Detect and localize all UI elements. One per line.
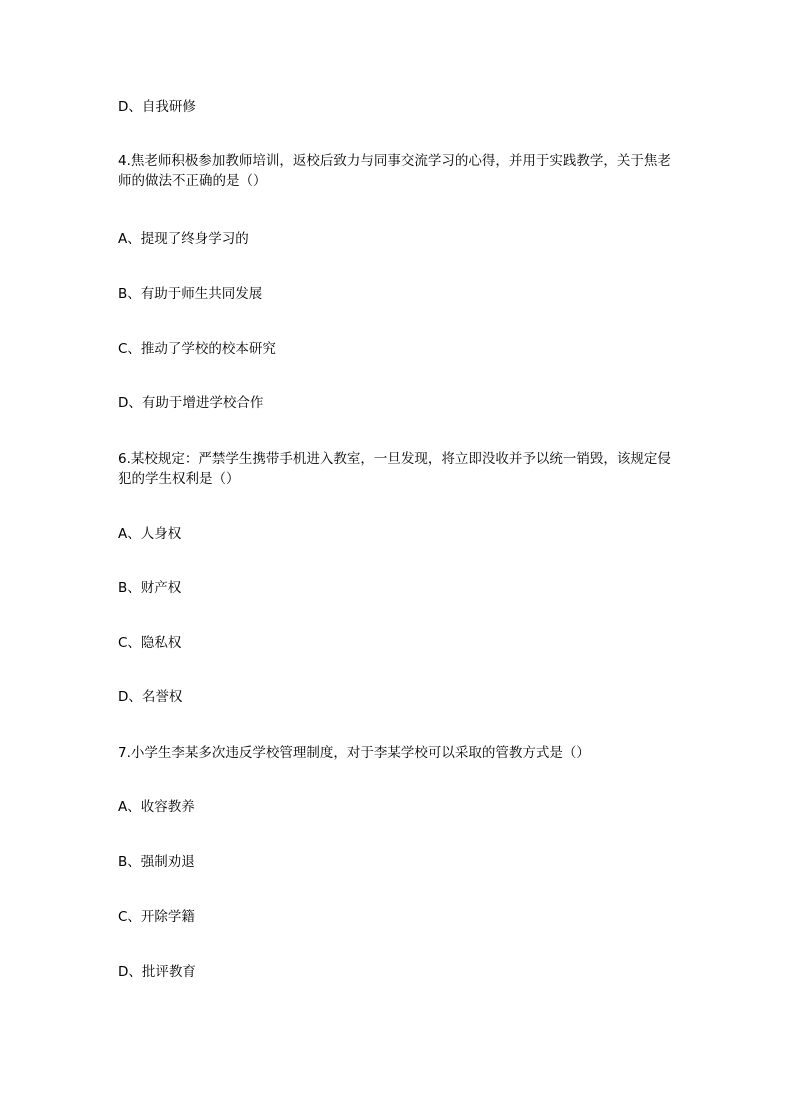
question-7: 7.小学生李某多次违反学校管理制度，对于李某学校可以采取的管教方式是（） (118, 745, 590, 761)
option-text: A、收容教养 (118, 799, 195, 815)
option-text: B、强制劝退 (118, 854, 195, 870)
option-text: C、推动了学校的校本研究 (118, 341, 276, 357)
option-text: A、提现了终身学习的 (118, 231, 249, 247)
option-text: D、自我研修 (118, 99, 196, 115)
question-4: 4.焦老师积极参加教师培训，返校后致力与同事交流学习的心得，并用于实践教学，关于焦老师的做法不正确的是（） (118, 153, 671, 189)
option-text: D、批评教育 (118, 964, 196, 980)
option-text: D、有助于增进学校合作 (118, 395, 264, 411)
option-text: A、人身权 (118, 526, 182, 542)
question-6: 6.某校规定：严禁学生携带手机进入教室，一旦发现，将立即没收并予以统一销毁，该规定侵犯的学生权利是（） (118, 451, 671, 487)
option-text: B、财产权 (118, 580, 182, 596)
option-text: B、有助于师生共同发展 (118, 286, 263, 302)
option-text: C、开除学籍 (118, 909, 195, 925)
option-text: D、名誉权 (118, 689, 183, 705)
option-text: C、隐私权 (118, 635, 182, 651)
